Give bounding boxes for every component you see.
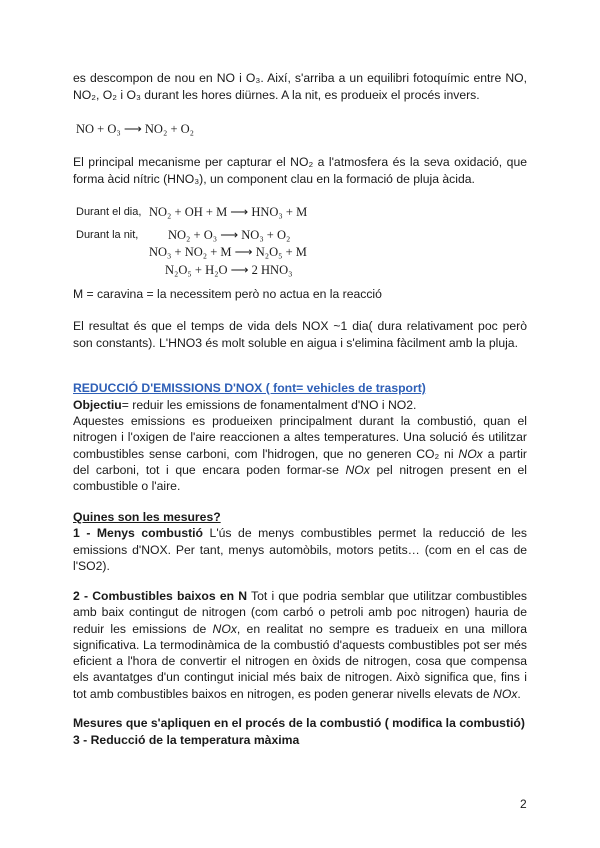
- paragraph-measure-2: [73, 588, 527, 702]
- equation-night-hno3: N₂O₅ + H₂O ⟶ 2 HNO₃: [165, 263, 293, 277]
- text-fragment: .: [517, 686, 521, 701]
- label-during-day: Durant el dia,: [76, 206, 142, 218]
- paragraph-nox-lifetime: El resultat és que el temps de vida dels NOX ~1 dia( dura relativament poc però son constants). L'HNO3 és molt soluble en aigua i s'elimina fàcilment amb la pluja.: [73, 319, 527, 350]
- nox-term: NOx: [212, 621, 237, 636]
- paragraph-measure-1: [73, 525, 527, 575]
- text-fragment: pel nitrogen present en el combustible o l'aire.: [73, 462, 527, 494]
- nox-term: NOx: [345, 462, 370, 477]
- equation-day-hno3: NO₂ + OH + M ⟶ HNO₃ + M: [149, 205, 308, 219]
- text-fragment: , en realitat no sempre es tradueix en una millora significativa. La termodinàmica de la combustió d'aquests combustibles pot ser més eficient a l'hora de convertir el nitrogen en òxids de nitrogen, cosa que compensa els avantatges d'un contingut inicial més baix de nitrogen. Això significa que, fins i tot amb combustibles baixos en nitrogen, es poden generar nivells elevats de: [73, 621, 527, 701]
- text-fragment: Aquestes emissions es produeixen principalment durant la combustió, quan el nitrogen i l'oxigen de l'aire reaccionen a altes temperatures. Una solució és utilitzar combustibles sense carboni, com l'hidrogen, que no generen CO₂ ni: [73, 414, 527, 461]
- heading-combustion-measures: Mesures que s'apliquen en el procés de la combustió ( modifica la combustió): [73, 716, 525, 730]
- section-title-nox-reduction: REDUCCIÓ D'EMISSIONS D'NOX ( font= vehicles de trasport): [73, 381, 426, 395]
- paragraph-m-note: M = caravina = la necessitem però no actua en la reacció: [73, 287, 382, 301]
- measure-3-label: 3 - Reducció de la temperatura màxima: [73, 733, 300, 747]
- paragraph-photochemical-equilibrium: es descompon de nou en NO i O₃. Així, s'arriba a un equilibri fotoquímic entre NO, NO₂, O₂ i O₃ durant les hores diürnes. A la nit, es produeix el procés invers.: [73, 71, 527, 102]
- equation-no-ozone: NO + O₃ ⟶ NO₂ + O₂: [76, 122, 195, 136]
- measure-2-label: 2 - Combustibles baixos en N: [73, 589, 248, 603]
- nox-term: NOx: [493, 686, 518, 701]
- equation-night-no3: NO₂ + O₃ ⟶ NO₃ + O₂: [168, 228, 291, 242]
- text-fragment: Tot i que podria semblar que utilitzar combustibles amb baix contingut de nitrogen (com carbó o petroli amb poc nitrogen) hauria de reduir les emissions de: [73, 589, 527, 636]
- heading-measures: Quines son les mesures?: [73, 510, 221, 524]
- text-fragment: a partir del carboni, tot i que encara poden formar-se: [73, 446, 527, 477]
- paragraph-objective: [73, 397, 527, 414]
- nox-term: NOx: [458, 446, 483, 461]
- label-during-night: Durant la nit,: [76, 229, 139, 241]
- objective-label: Objectiu: [73, 398, 122, 412]
- measure-1-label: 1 - Menys combustió: [73, 526, 203, 540]
- page-number: 2: [520, 797, 527, 811]
- measure-1-text: L'ús de menys combustibles permet la reducció de les emissions d'NOX. Per tant, menys automòbils, motors petits… (com en el cas de l'SO2).: [73, 526, 527, 574]
- objective-text: = reduir les emissions de fonamentalment d'NO i NO2.: [121, 398, 417, 412]
- equation-night-n2o5: NO₃ + NO₂ + M ⟶ N₂O₅ + M: [149, 245, 307, 259]
- paragraph-no2-oxidation: El principal mecanisme per capturar el NO₂ a l'atmosfera és la seva oxidació, que forma àcid nítric (HNO₃), un component clau en la formació de pluja àcida.: [73, 155, 527, 186]
- paragraph-emissions-combustion: [73, 413, 527, 494]
